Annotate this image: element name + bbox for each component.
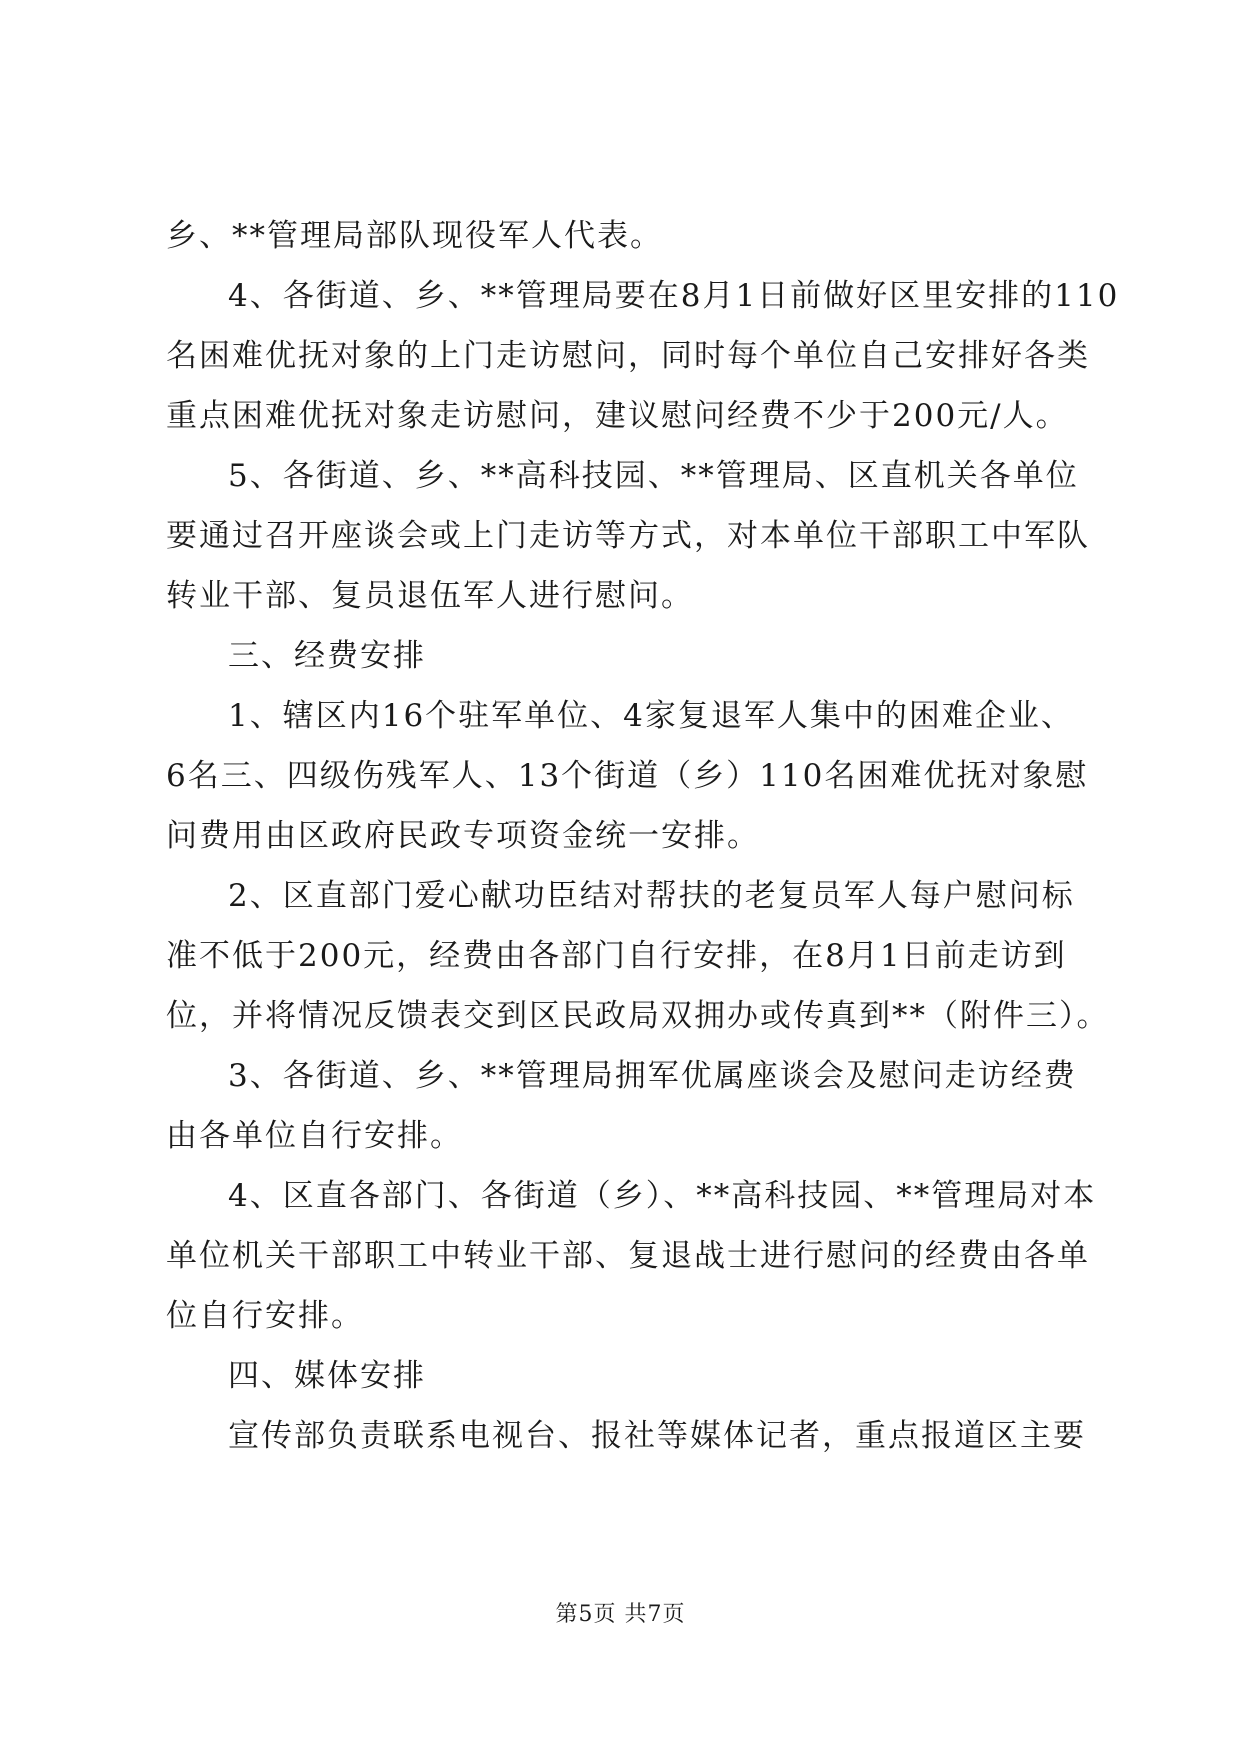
text-line: 转业干部、复员退伍军人进行慰问。 <box>166 578 694 614</box>
text-line: 位，并将情况反馈表交到区民政局双拥办或传真到**（附件三）。 <box>166 998 1110 1034</box>
text-line: 由各单位自行安排。 <box>166 1118 463 1154</box>
section-heading: 三、经费安排 <box>228 638 426 674</box>
section-heading: 四、媒体安排 <box>228 1358 426 1394</box>
text-line: 乡、**管理局部队现役军人代表。 <box>166 218 663 254</box>
page-number-footer: 第5页 共7页 <box>555 1602 686 1627</box>
text-line: 2、区直部门爱心献功臣结对帮扶的老复员军人每户慰问标 <box>228 878 1075 914</box>
text-line: 重点困难优抚对象走访慰问，建议慰问经费不少于200元/人。 <box>166 398 1069 434</box>
text-line: 4、各街道、乡、**管理局要在8月1日前做好区里安排的110 <box>228 278 1120 314</box>
text-line: 5、各街道、乡、**高科技园、**管理局、区直机关各单位 <box>228 458 1079 494</box>
text-line: 问费用由区政府民政专项资金统一安排。 <box>166 818 760 854</box>
text-line: 要通过召开座谈会或上门走访等方式，对本单位干部职工中军队 <box>166 518 1090 554</box>
text-line: 1、辖区内16个驻军单位、4家复退军人集中的困难企业、 <box>228 698 1074 734</box>
text-line: 位自行安排。 <box>166 1298 364 1334</box>
text-line: 准不低于200元，经费由各部门自行安排，在8月1日前走访到 <box>166 938 1067 974</box>
text-line: 3、各街道、乡、**管理局拥军优属座谈会及慰问走访经费 <box>228 1058 1077 1094</box>
text-line: 4、区直各部门、各街道（乡）、**高科技园、**管理局对本 <box>228 1178 1097 1214</box>
text-line: 宣传部负责联系电视台、报社等媒体记者，重点报道区主要 <box>228 1418 1086 1454</box>
text-line: 名困难优抚对象的上门走访慰问，同时每个单位自己安排好各类 <box>166 338 1090 374</box>
text-line: 6名三、四级伤残军人、13个街道（乡）110名困难优抚对象慰 <box>166 758 1089 794</box>
text-line: 单位机关干部职工中转业干部、复退战士进行慰问的经费由各单 <box>166 1238 1090 1274</box>
document-body <box>166 206 1120 1466</box>
